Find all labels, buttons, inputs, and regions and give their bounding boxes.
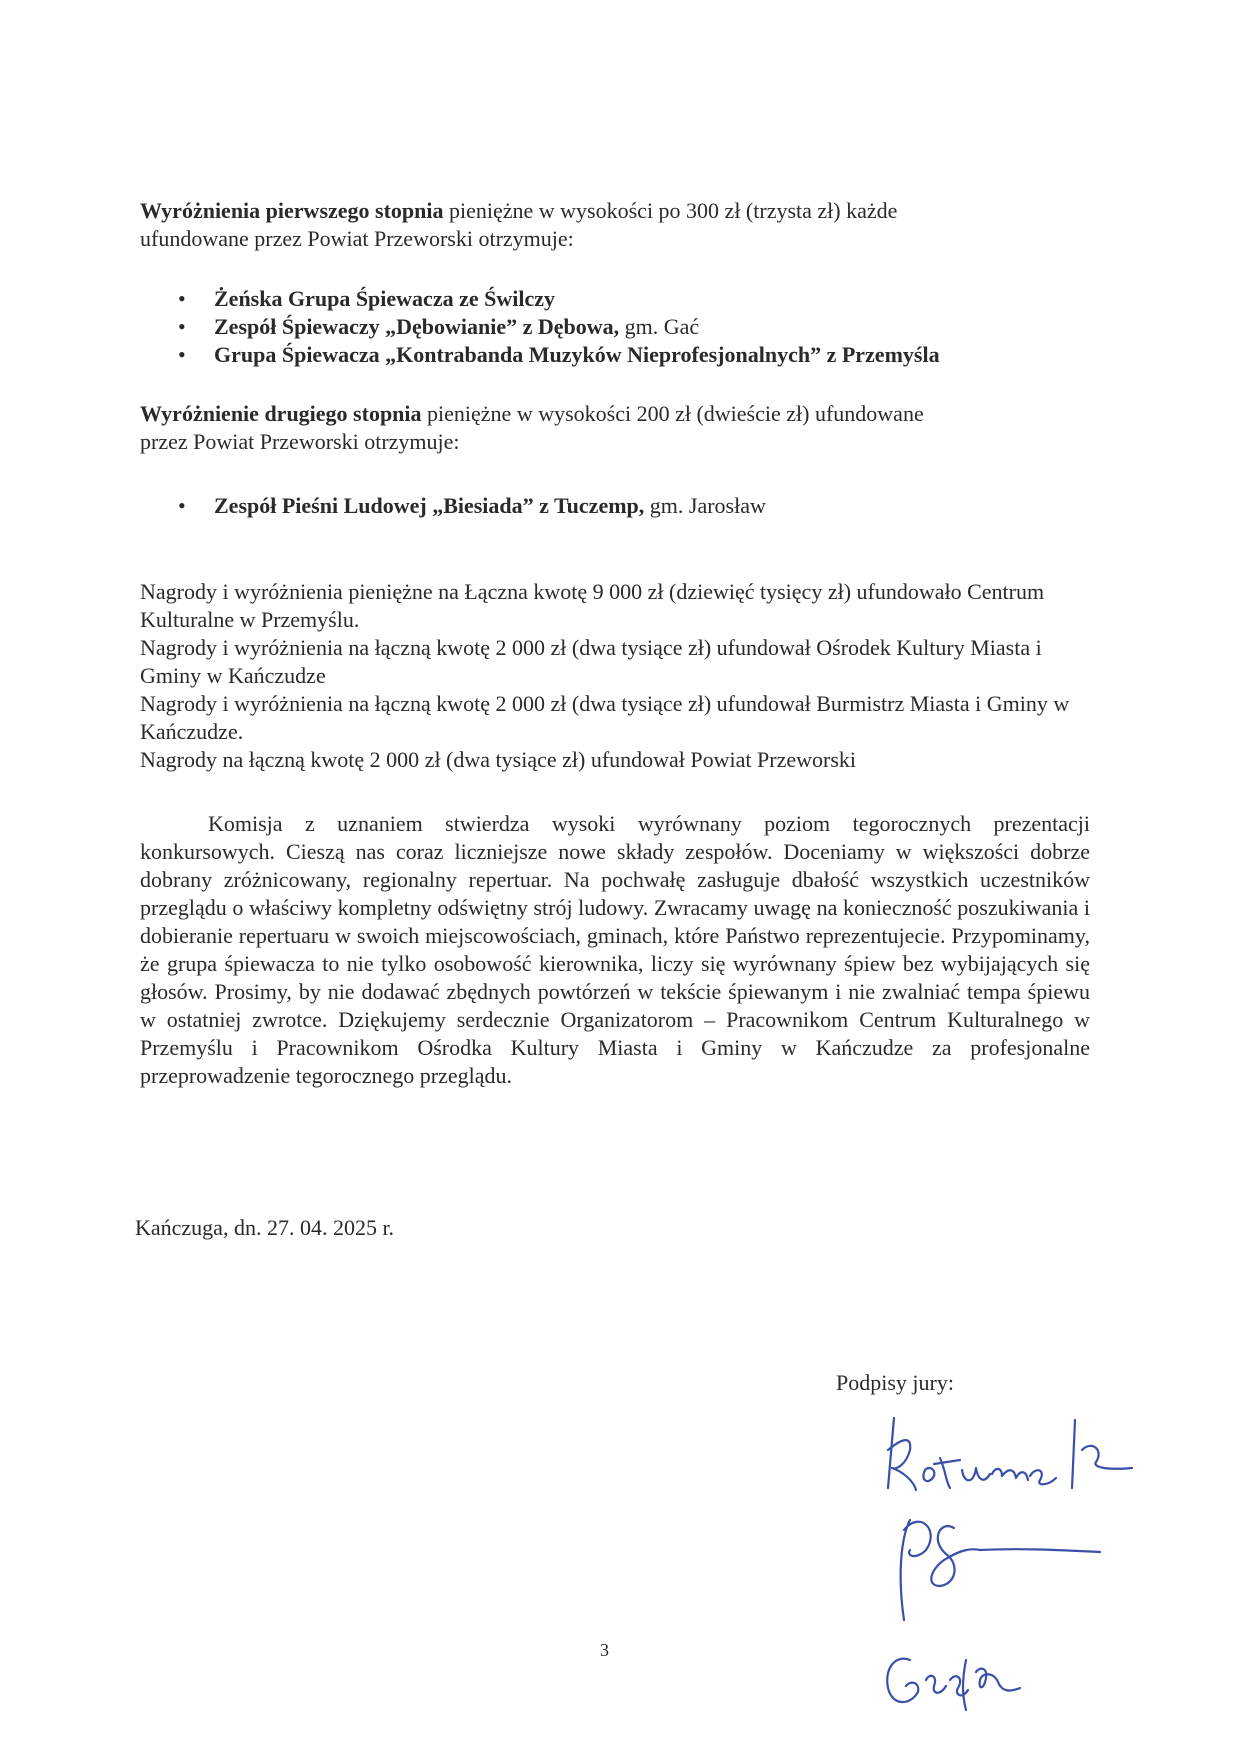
page-number: 3 <box>600 1640 609 1660</box>
signature-strokes <box>887 1418 1132 1710</box>
list-item: • Żeńska Grupa Śpiewacza ze Świlczy <box>170 285 940 313</box>
first-degree-list <box>170 285 940 369</box>
funding-line: Nagrody i wyróżnienia na łączną kwotę 2 000 zł (dwa tysiące zł) ufundował Burmistrz Miasta i Gminy w Kańczudze. <box>140 691 1070 744</box>
first-degree-lead: Wyróżnienia pierwszego stopnia <box>140 198 444 223</box>
second-degree-lead: Wyróżnienie drugiego stopnia <box>140 401 422 426</box>
handwritten-signatures-icon <box>870 1410 1200 1740</box>
signatures-label: Podpisy jury: <box>836 1370 954 1395</box>
commission-remarks <box>140 810 1090 1090</box>
first-degree-lead-rest: pieniężne w wysokości po 300 zł (trzysta zł) każde <box>443 198 898 223</box>
commission-paragraph: Komisja z uznaniem stwierdza wysoki wyrównany poziom tegorocznych prezentacji konkursowych. Cieszą nas coraz liczniejsze nowe składy zespołów. Doceniamy w większości dobrze dobrany zróżnicowany, regionalny repertuar. Na pochwałę zasługuje dbałość wszystkich uczestników przeglądu o właściwy kompletny odświętny strój ludowy. Zwracamy uwagę na konieczność poszukiwania i dobieranie repertuaru w swoich miejscowościach, gminach, które Państwo reprezentujecie. Przypominamy, że grupa śpiewacza to nie tylko osobowość kierownika, liczy się wyrównany śpiew bez wybijających się głosów. Prosimy, by nie dodawać zbędnych powtórzeń w tekście śpiewanym i nie zwalniać tempa śpiewu w ostatniej zwrotce. Dziękujemy serdecznie Organizatorom – Pracownikom Centrum Kulturalnego w Przemyślu i Pracownikom Ośrodka Kultury Miasta i Gminy w Kańczudze za profesjonalne przeprowadzenie tegorocznego przeglądu. <box>140 811 1090 1088</box>
funding-line: Nagrody na łączną kwotę 2 000 zł (dwa tysiące zł) ufundował Powiat Przeworski <box>140 747 856 772</box>
funding-section <box>140 578 1090 774</box>
second-degree-lead-rest: pieniężne w wysokości 200 zł (dwieście zł) ufundowane <box>421 401 924 426</box>
list-item: • Zespół Śpiewaczy „Dębowianie” z Dębowa, gm. Gać <box>170 313 940 341</box>
list-item: • Grupa Śpiewacza „Kontrabanda Muzyków Nieprofesjonalnych” z Przemyśla <box>170 341 940 369</box>
second-degree-list <box>170 492 766 520</box>
funding-line: Nagrody i wyróżnienia pieniężne na Łączna kwotę 9 000 zł (dziewięć tysięcy zł) ufundowało Centrum Kulturalne w Przemyślu. <box>140 579 1045 632</box>
list-item: • Zespół Pieśni Ludowej „Biesiada” z Tuczemp, gm. Jarosław <box>170 492 766 520</box>
second-degree-intro <box>140 400 1090 456</box>
first-degree-intro <box>140 197 1090 253</box>
second-degree-line2: przez Powiat Przeworski otrzymuje: <box>140 429 460 454</box>
document-date: Kańczuga, dn. 27. 04. 2025 r. <box>135 1215 395 1240</box>
first-degree-line2: ufundowane przez Powiat Przeworski otrzymuje: <box>140 226 574 251</box>
funding-line: Nagrody i wyróżnienia na łączną kwotę 2 000 zł (dwa tysiące zł) ufundował Ośrodek Kultury Miasta i Gminy w Kańczudze <box>140 635 1042 688</box>
